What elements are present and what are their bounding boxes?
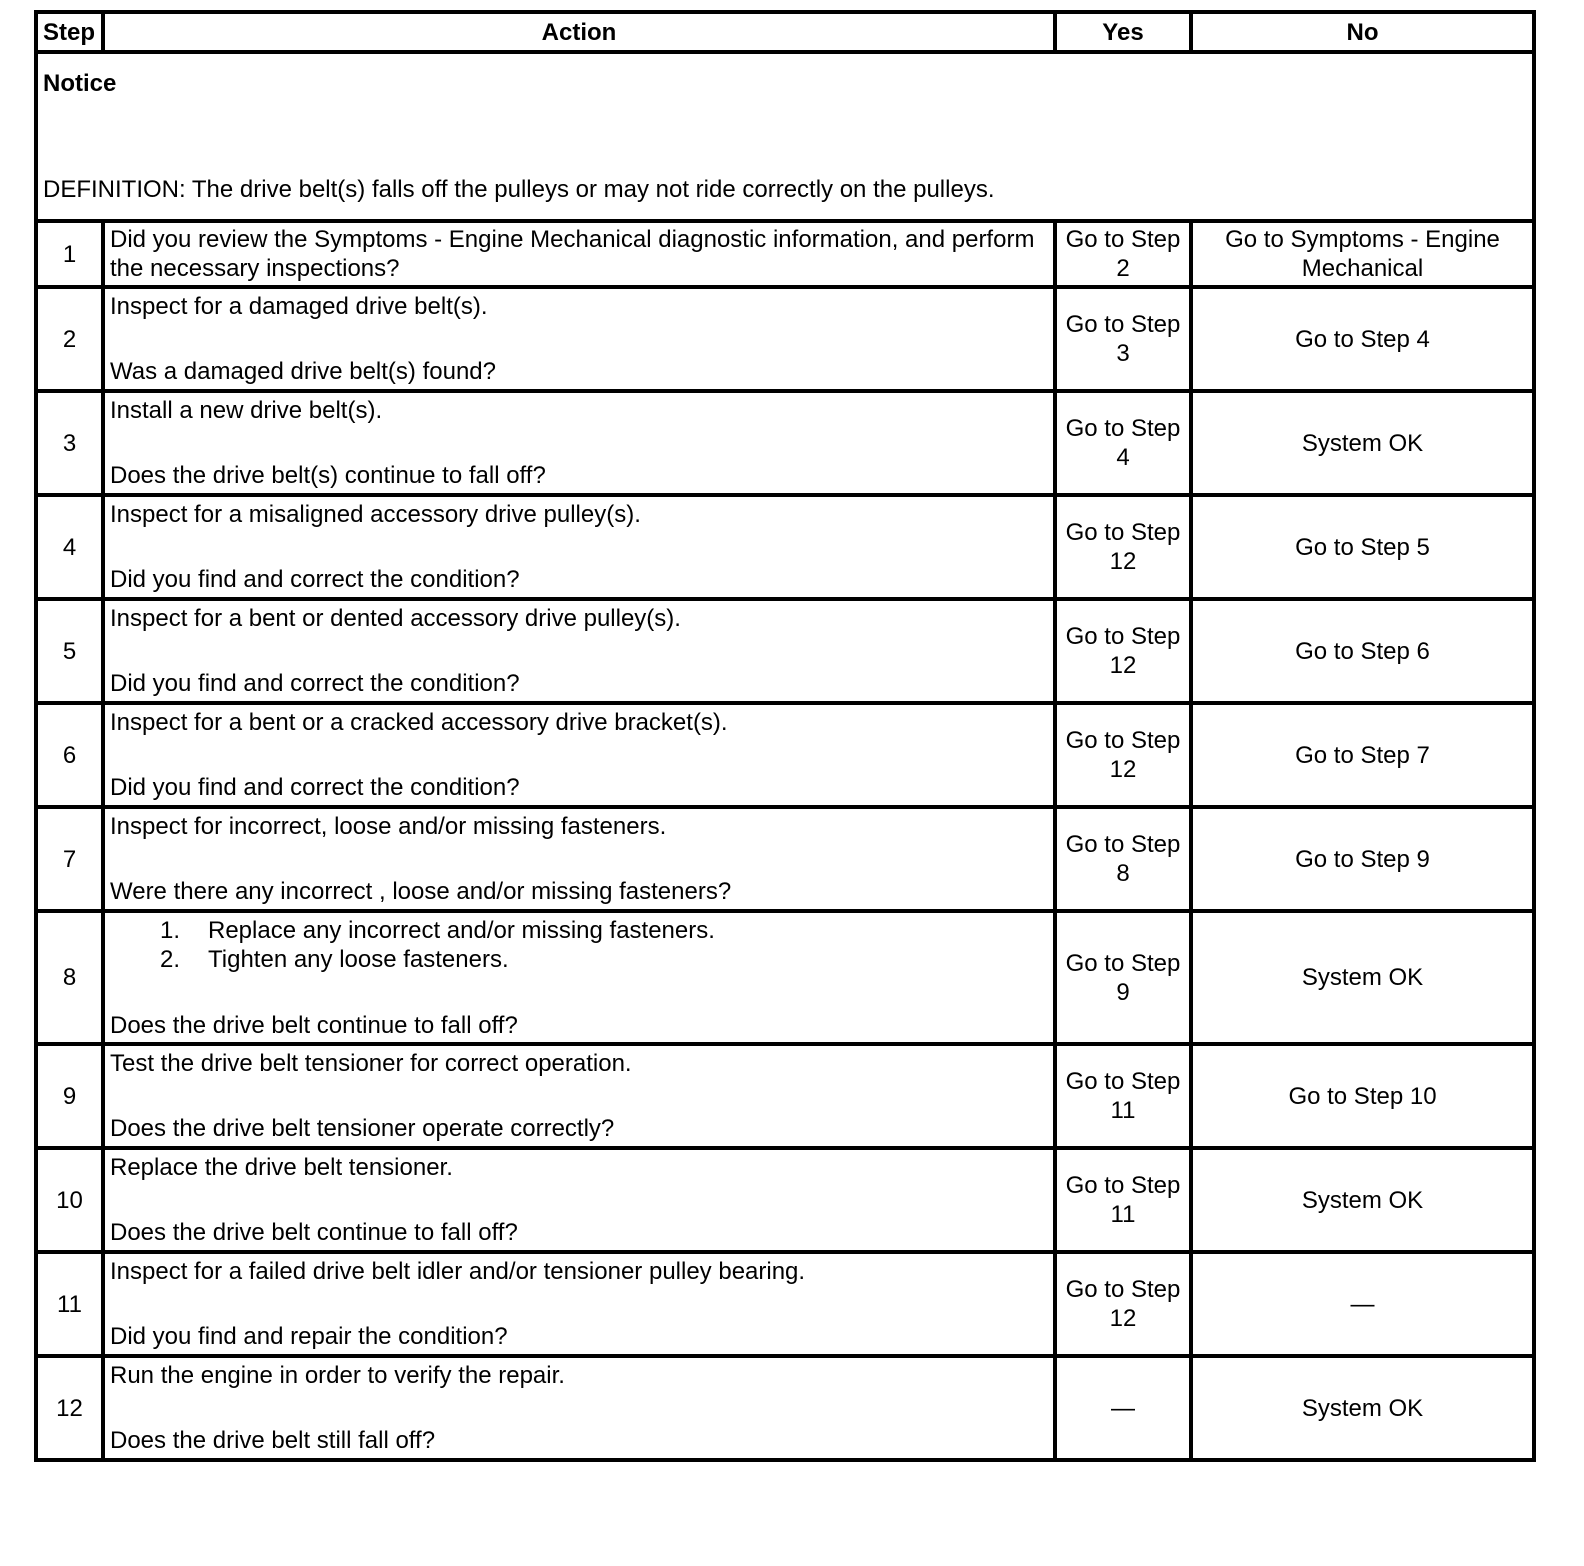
substep-number: 1. xyxy=(160,916,181,944)
no-cell xyxy=(1191,1044,1534,1148)
header-row xyxy=(36,12,1534,52)
yes-target: 12 xyxy=(1109,652,1137,679)
action-text: Replace the drive belt tensioner. xyxy=(110,1154,453,1181)
no-target: System OK xyxy=(1301,1186,1424,1214)
yes-text: Go to Step xyxy=(1065,949,1181,977)
yes-cell xyxy=(1055,495,1191,599)
header-action: Action xyxy=(103,12,1055,52)
no-target: — xyxy=(1350,1290,1375,1318)
definition-text: DEFINITION: The drive belt(s) falls off the pulleys or may not ride correctly on the pulleys. xyxy=(43,176,995,203)
step-number: 6 xyxy=(36,703,103,807)
action-text: Inspect for incorrect, loose and/or missing fasteners. xyxy=(110,813,667,840)
yes-cell xyxy=(1055,1044,1191,1148)
no-target: Go to Step 4 xyxy=(1295,325,1430,353)
yes-target: — xyxy=(1111,1394,1135,1422)
no-cell xyxy=(1191,1252,1534,1356)
yes-cell xyxy=(1055,1356,1191,1460)
question-text: Did you find and correct the condition? xyxy=(110,566,520,593)
table-row xyxy=(36,703,1534,807)
yes-text: Go to Step xyxy=(1065,415,1181,442)
notice-cell xyxy=(36,52,1534,221)
notice-row xyxy=(36,52,1534,221)
yes-cell xyxy=(1055,391,1191,495)
no-target: Go to Step 7 xyxy=(1295,741,1430,769)
substep-item xyxy=(110,916,1048,945)
yes-target: 11 xyxy=(1110,1201,1136,1228)
table-row xyxy=(36,221,1534,287)
no-cell xyxy=(1191,911,1534,1044)
yes-target: 11 xyxy=(1110,1097,1136,1124)
question-text: Does the drive belt continue to fall off? xyxy=(110,1011,518,1039)
substep-list xyxy=(110,916,1048,974)
table-row xyxy=(36,911,1534,1044)
step-number: 8 xyxy=(36,911,103,1044)
header-no: No xyxy=(1191,12,1534,52)
yes-cell xyxy=(1055,807,1191,911)
no-target: Go to Step 6 xyxy=(1295,637,1430,665)
no-cell xyxy=(1191,287,1534,391)
action-cell xyxy=(103,391,1055,495)
action-cell xyxy=(103,495,1055,599)
substep-text: Tighten any loose fasteners. xyxy=(208,945,509,973)
question-text: Does the drive belt tensioner operate correctly? xyxy=(110,1115,615,1142)
no-target: System OK xyxy=(1301,964,1424,991)
step-number: 2 xyxy=(36,287,103,391)
table-row xyxy=(36,391,1534,495)
table-row xyxy=(36,1356,1534,1460)
yes-text: Go to Step xyxy=(1065,831,1181,858)
substep-text: Replace any incorrect and/or missing fasteners. xyxy=(208,916,715,944)
yes-target: 12 xyxy=(1109,1305,1137,1332)
yes-text: Go to Step xyxy=(1065,1172,1181,1199)
no-cell xyxy=(1191,495,1534,599)
action-text: Inspect for a failed drive belt idler and/or tensioner pulley bearing. xyxy=(110,1258,806,1285)
table-row xyxy=(36,1148,1534,1252)
yes-cell xyxy=(1055,1148,1191,1252)
yes-target: 12 xyxy=(1109,756,1137,783)
question-text: Was a damaged drive belt(s) found? xyxy=(110,358,496,385)
yes-text: Go to Step xyxy=(1065,311,1181,338)
action-text: Inspect for a damaged drive belt(s). xyxy=(110,293,488,320)
action-text: Inspect for a bent or dented accessory drive pulley(s). xyxy=(110,605,681,632)
header-step: Step xyxy=(36,12,103,52)
substep-item xyxy=(110,945,1048,974)
yes-cell xyxy=(1055,703,1191,807)
no-cell xyxy=(1191,391,1534,495)
table-row xyxy=(36,599,1534,703)
no-target: Go to Step 10 xyxy=(1288,1082,1437,1110)
action-cell xyxy=(103,1148,1055,1252)
step-number: 4 xyxy=(36,495,103,599)
action-cell xyxy=(103,599,1055,703)
action-cell xyxy=(103,911,1055,1044)
table-row xyxy=(36,495,1534,599)
no-target: System OK xyxy=(1301,429,1424,457)
yes-target: 2 xyxy=(1116,255,1130,282)
table-row xyxy=(36,1252,1534,1356)
step-number: 5 xyxy=(36,599,103,703)
action-cell xyxy=(103,287,1055,391)
step-number: 1 xyxy=(36,221,103,287)
no-cell xyxy=(1191,221,1534,287)
step-number: 3 xyxy=(36,391,103,495)
yes-cell xyxy=(1055,287,1191,391)
question-text: Does the drive belt(s) continue to fall off? xyxy=(110,462,546,489)
question-text: Does the drive belt continue to fall off? xyxy=(110,1219,518,1246)
yes-text: Go to Step xyxy=(1065,1276,1181,1303)
yes-text: Go to Step xyxy=(1065,623,1181,650)
yes-target: 3 xyxy=(1116,340,1130,367)
action-cell xyxy=(103,1044,1055,1148)
table-row xyxy=(36,287,1534,391)
no-target: Go to Step 5 xyxy=(1295,533,1430,561)
notice-title: Notice xyxy=(43,70,117,97)
question-text: Does the drive belt still fall off? xyxy=(110,1427,436,1454)
question-text: Were there any incorrect , loose and/or missing fasteners? xyxy=(110,878,732,905)
action-cell xyxy=(103,703,1055,807)
question-text: Did you find and correct the condition? xyxy=(110,670,520,697)
yes-text: Go to Step xyxy=(1065,1068,1181,1095)
no-cell xyxy=(1191,807,1534,911)
yes-target: 12 xyxy=(1109,548,1137,575)
action-cell xyxy=(103,221,1055,287)
action-text: Did you review the Symptoms - Engine Mechanical diagnostic information, and perform the necessary inspections? xyxy=(110,226,1035,282)
step-number: 9 xyxy=(36,1044,103,1148)
no-text: Go to Symptoms - Engine xyxy=(1225,226,1500,253)
yes-target: 8 xyxy=(1116,860,1130,887)
action-cell xyxy=(103,807,1055,911)
table-row xyxy=(36,1044,1534,1148)
question-text: Did you find and correct the condition? xyxy=(110,774,520,801)
no-target: Go to Step 9 xyxy=(1295,845,1430,873)
action-text: Install a new drive belt(s). xyxy=(110,397,383,424)
diagnostic-table xyxy=(34,10,1536,1462)
yes-text: Go to Step xyxy=(1065,226,1181,253)
yes-target: 4 xyxy=(1116,444,1130,471)
question-text: Did you find and repair the condition? xyxy=(110,1323,508,1350)
action-cell xyxy=(103,1252,1055,1356)
substep-number: 2. xyxy=(160,945,181,973)
action-text: Inspect for a bent or a cracked accessory drive bracket(s). xyxy=(110,709,728,736)
yes-cell xyxy=(1055,221,1191,287)
no-cell xyxy=(1191,703,1534,807)
step-number: 11 xyxy=(36,1252,103,1356)
no-cell xyxy=(1191,599,1534,703)
yes-cell xyxy=(1055,599,1191,703)
yes-text: Go to Step xyxy=(1065,727,1181,754)
action-cell xyxy=(103,1356,1055,1460)
table-row xyxy=(36,807,1534,911)
step-number: 12 xyxy=(36,1356,103,1460)
yes-text: Go to Step xyxy=(1065,519,1181,546)
no-cell xyxy=(1191,1148,1534,1252)
no-cell xyxy=(1191,1356,1534,1460)
yes-cell xyxy=(1055,1252,1191,1356)
step-number: 7 xyxy=(36,807,103,911)
header-yes: Yes xyxy=(1055,12,1191,52)
no-target: Mechanical xyxy=(1301,255,1424,282)
action-text: Run the engine in order to verify the repair. xyxy=(110,1362,565,1389)
yes-target: 9 xyxy=(1116,978,1130,1006)
action-text: Test the drive belt tensioner for correct operation. xyxy=(110,1050,632,1077)
yes-cell xyxy=(1055,911,1191,1044)
no-target: System OK xyxy=(1301,1394,1424,1422)
action-text: Inspect for a misaligned accessory drive pulley(s). xyxy=(110,501,641,528)
step-number: 10 xyxy=(36,1148,103,1252)
